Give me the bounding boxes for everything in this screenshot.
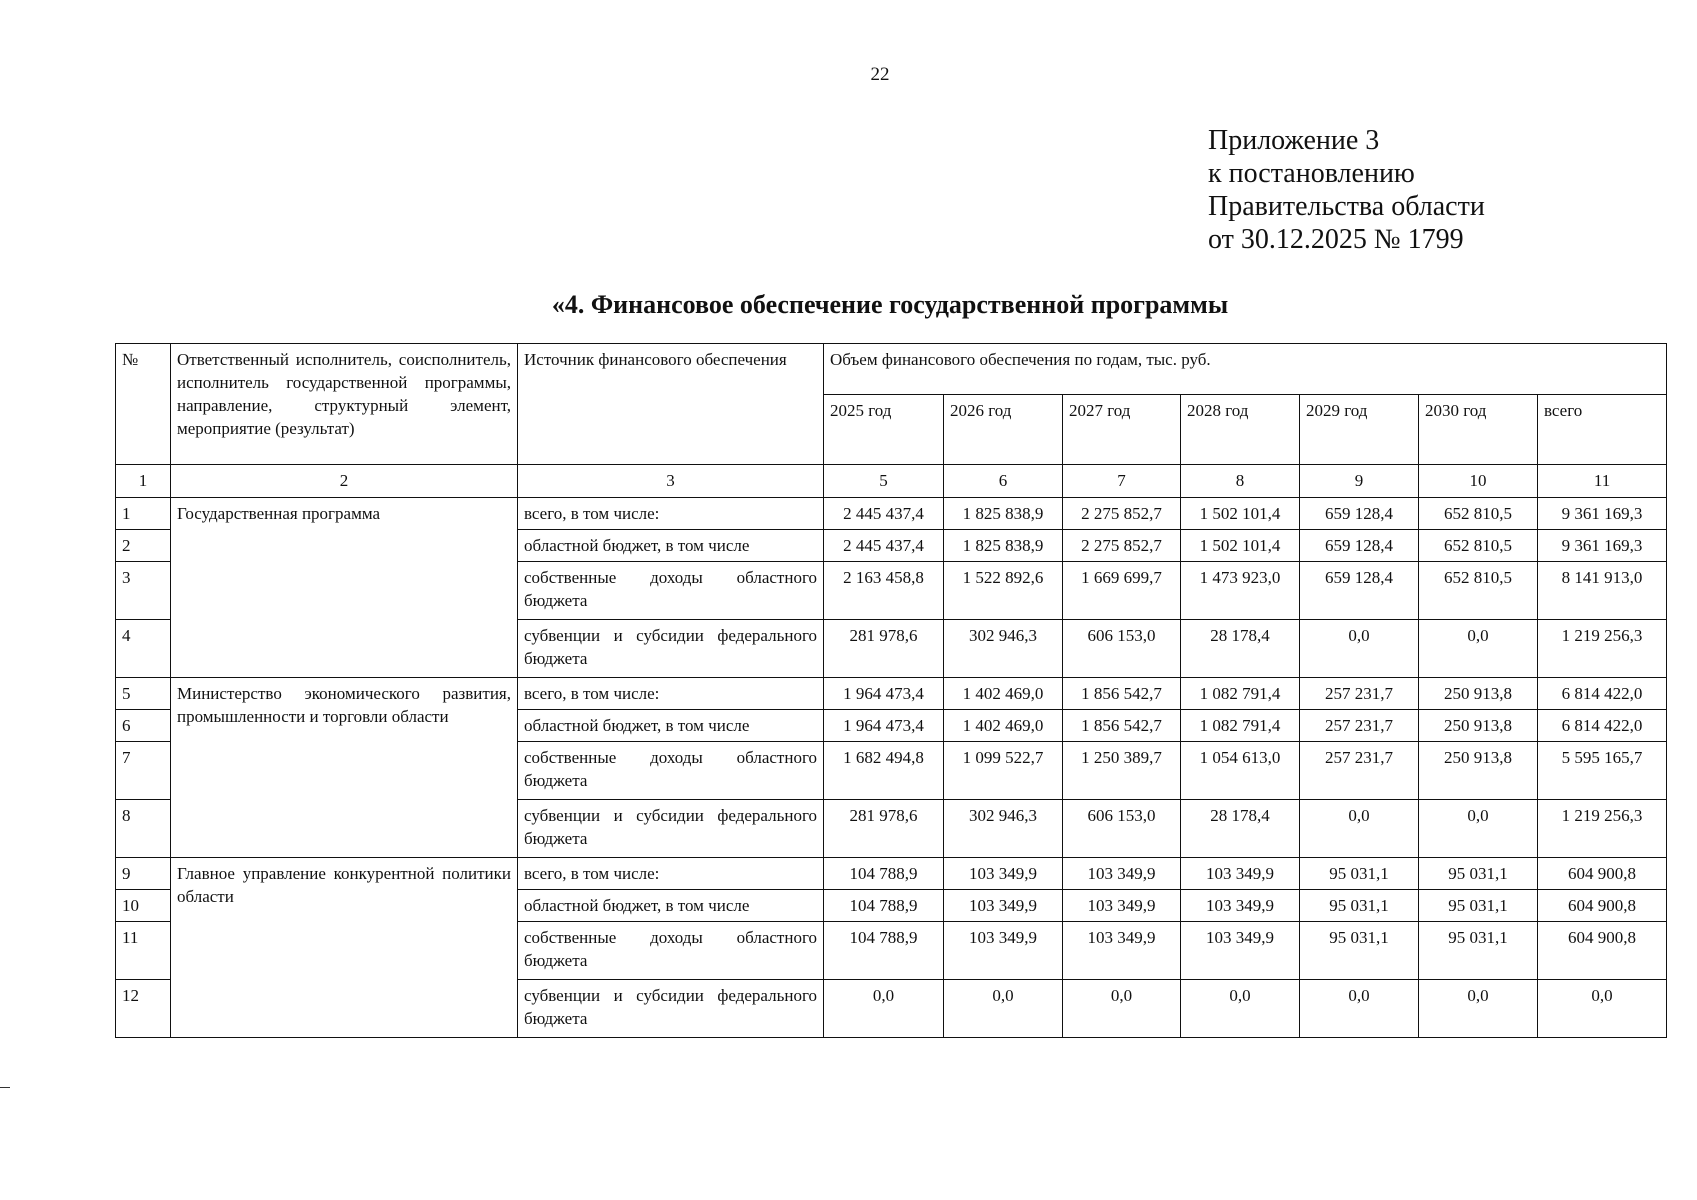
- row-number: 12: [116, 980, 171, 1038]
- source-cell: всего, в том числе:: [518, 858, 824, 890]
- value-cell: 302 946,3: [944, 620, 1063, 678]
- executor-cell: Главное управление конкурентной политики области: [171, 858, 518, 1038]
- value-cell: 250 913,8: [1419, 678, 1538, 710]
- row-number: 1: [116, 498, 171, 530]
- source-cell: субвенции и субсидии федерального бюджета: [518, 980, 824, 1038]
- value-cell: 1 964 473,4: [824, 710, 944, 742]
- value-cell: 0,0: [1300, 800, 1419, 858]
- value-cell: 652 810,5: [1419, 530, 1538, 562]
- source-cell: всего, в том числе:: [518, 678, 824, 710]
- value-cell: 1 669 699,7: [1063, 562, 1181, 620]
- header-executor: Ответственный исполнитель, соисполнитель, исполнитель государственной программы, направление, структурный элемент, мероприятие (результат): [171, 344, 518, 465]
- value-cell: 604 900,8: [1538, 858, 1667, 890]
- header-year-1: 2025 год: [824, 395, 944, 465]
- source-cell: областной бюджет, в том числе: [518, 890, 824, 922]
- appendix-line-3: Правительства области: [1208, 191, 1485, 222]
- header-year-6: 2030 год: [1419, 395, 1538, 465]
- value-cell: 95 031,1: [1300, 922, 1419, 980]
- value-cell: 1 054 613,0: [1181, 742, 1300, 800]
- source-cell: субвенции и субсидии федерального бюджета: [518, 620, 824, 678]
- value-cell: 95 031,1: [1300, 858, 1419, 890]
- column-number: 5: [824, 465, 944, 498]
- value-cell: 0,0: [1300, 620, 1419, 678]
- value-cell: 104 788,9: [824, 890, 944, 922]
- source-cell: субвенции и субсидии федерального бюджета: [518, 800, 824, 858]
- value-cell: 95 031,1: [1419, 890, 1538, 922]
- column-number: 2: [171, 465, 518, 498]
- value-cell: 281 978,6: [824, 800, 944, 858]
- value-cell: 0,0: [1419, 980, 1538, 1038]
- page-number: 22: [870, 64, 890, 85]
- value-cell: 1 825 838,9: [944, 530, 1063, 562]
- value-cell: 2 445 437,4: [824, 530, 944, 562]
- value-cell: 9 361 169,3: [1538, 530, 1667, 562]
- value-cell: 604 900,8: [1538, 922, 1667, 980]
- value-cell: 250 913,8: [1419, 742, 1538, 800]
- column-number: 7: [1063, 465, 1181, 498]
- value-cell: 6 814 422,0: [1538, 678, 1667, 710]
- value-cell: 1 402 469,0: [944, 710, 1063, 742]
- source-cell: областной бюджет, в том числе: [518, 710, 824, 742]
- source-cell: собственные доходы областного бюджета: [518, 742, 824, 800]
- value-cell: 0,0: [1419, 620, 1538, 678]
- column-number: 6: [944, 465, 1063, 498]
- table-header: [116, 344, 1667, 465]
- value-cell: 0,0: [1538, 980, 1667, 1038]
- header-source: Источник финансового обеспечения: [518, 344, 824, 465]
- value-cell: 604 900,8: [1538, 890, 1667, 922]
- value-cell: 1 502 101,4: [1181, 530, 1300, 562]
- row-number: 3: [116, 562, 171, 620]
- value-cell: 606 153,0: [1063, 800, 1181, 858]
- column-number: 9: [1300, 465, 1419, 498]
- value-cell: 1 082 791,4: [1181, 678, 1300, 710]
- value-cell: 1 502 101,4: [1181, 498, 1300, 530]
- header-year-2: 2026 год: [944, 395, 1063, 465]
- appendix-line-2: к постановлению: [1208, 158, 1415, 189]
- value-cell: 103 349,9: [944, 890, 1063, 922]
- column-number: 8: [1181, 465, 1300, 498]
- row-number: 8: [116, 800, 171, 858]
- source-cell: всего, в том числе:: [518, 498, 824, 530]
- source-cell: областной бюджет, в том числе: [518, 530, 824, 562]
- header-volume: Объем финансового обеспечения по годам, тыс. руб.: [824, 344, 1667, 395]
- source-cell: собственные доходы областного бюджета: [518, 922, 824, 980]
- column-number: 10: [1419, 465, 1538, 498]
- value-cell: 1 219 256,3: [1538, 800, 1667, 858]
- value-cell: 1 219 256,3: [1538, 620, 1667, 678]
- table-body: [116, 465, 1667, 1038]
- appendix-line-1: Приложение 3: [1208, 125, 1380, 156]
- value-cell: 28 178,4: [1181, 620, 1300, 678]
- appendix-line-4: от 30.12.2025 № 1799: [1208, 224, 1464, 255]
- value-cell: 1 856 542,7: [1063, 678, 1181, 710]
- value-cell: 659 128,4: [1300, 530, 1419, 562]
- value-cell: 0,0: [1300, 980, 1419, 1038]
- value-cell: 302 946,3: [944, 800, 1063, 858]
- column-number: 11: [1538, 465, 1667, 498]
- value-cell: 5 595 165,7: [1538, 742, 1667, 800]
- value-cell: 1 402 469,0: [944, 678, 1063, 710]
- value-cell: 0,0: [1063, 980, 1181, 1038]
- row-number: 11: [116, 922, 171, 980]
- value-cell: 652 810,5: [1419, 498, 1538, 530]
- value-cell: 1 082 791,4: [1181, 710, 1300, 742]
- row-number: 9: [116, 858, 171, 890]
- value-cell: 103 349,9: [1181, 858, 1300, 890]
- value-cell: 281 978,6: [824, 620, 944, 678]
- value-cell: 95 031,1: [1419, 858, 1538, 890]
- value-cell: 6 814 422,0: [1538, 710, 1667, 742]
- value-cell: 1 825 838,9: [944, 498, 1063, 530]
- row-number: 6: [116, 710, 171, 742]
- value-cell: 2 445 437,4: [824, 498, 944, 530]
- value-cell: 104 788,9: [824, 922, 944, 980]
- header-year-5: 2029 год: [1300, 395, 1419, 465]
- value-cell: 103 349,9: [1063, 858, 1181, 890]
- value-cell: 2 275 852,7: [1063, 530, 1181, 562]
- value-cell: 652 810,5: [1419, 562, 1538, 620]
- value-cell: 1 473 923,0: [1181, 562, 1300, 620]
- value-cell: 0,0: [1419, 800, 1538, 858]
- document-title: «4. Финансовое обеспечение государственной программы: [551, 290, 1229, 319]
- value-cell: 659 128,4: [1300, 562, 1419, 620]
- value-cell: 95 031,1: [1419, 922, 1538, 980]
- value-cell: 1 099 522,7: [944, 742, 1063, 800]
- value-cell: 257 231,7: [1300, 742, 1419, 800]
- header-no: №: [116, 344, 171, 465]
- header-year-4: 2028 год: [1181, 395, 1300, 465]
- financing-table: [115, 343, 1667, 1038]
- row-number: 10: [116, 890, 171, 922]
- value-cell: 28 178,4: [1181, 800, 1300, 858]
- value-cell: 0,0: [1181, 980, 1300, 1038]
- row-number: 2: [116, 530, 171, 562]
- row-number: 7: [116, 742, 171, 800]
- row-number: 5: [116, 678, 171, 710]
- column-numbers-row: [116, 465, 1667, 498]
- value-cell: 103 349,9: [944, 922, 1063, 980]
- value-cell: 103 349,9: [1181, 890, 1300, 922]
- table-row: [116, 678, 1667, 710]
- row-number: 4: [116, 620, 171, 678]
- value-cell: 2 163 458,8: [824, 562, 944, 620]
- value-cell: 1 522 892,6: [944, 562, 1063, 620]
- value-cell: 1 964 473,4: [824, 678, 944, 710]
- table-row: [116, 498, 1667, 530]
- value-cell: 659 128,4: [1300, 498, 1419, 530]
- value-cell: 2 275 852,7: [1063, 498, 1181, 530]
- value-cell: 8 141 913,0: [1538, 562, 1667, 620]
- value-cell: 250 913,8: [1419, 710, 1538, 742]
- header-year-7: всего: [1538, 395, 1667, 465]
- value-cell: 257 231,7: [1300, 678, 1419, 710]
- value-cell: 9 361 169,3: [1538, 498, 1667, 530]
- value-cell: 104 788,9: [824, 858, 944, 890]
- column-number: 1: [116, 465, 171, 498]
- value-cell: 95 031,1: [1300, 890, 1419, 922]
- executor-cell: Министерство экономического развития, промышленности и торговли области: [171, 678, 518, 858]
- value-cell: 1 250 389,7: [1063, 742, 1181, 800]
- value-cell: 0,0: [944, 980, 1063, 1038]
- edge-mark: [0, 1087, 10, 1088]
- value-cell: 103 349,9: [1063, 922, 1181, 980]
- value-cell: 103 349,9: [1063, 890, 1181, 922]
- executor-cell: Государственная программа: [171, 498, 518, 678]
- header-year-3: 2027 год: [1063, 395, 1181, 465]
- source-cell: собственные доходы областного бюджета: [518, 562, 824, 620]
- value-cell: 103 349,9: [1181, 922, 1300, 980]
- column-number: 3: [518, 465, 824, 498]
- table-row: [116, 858, 1667, 890]
- value-cell: 103 349,9: [944, 858, 1063, 890]
- value-cell: 1 682 494,8: [824, 742, 944, 800]
- value-cell: 606 153,0: [1063, 620, 1181, 678]
- value-cell: 1 856 542,7: [1063, 710, 1181, 742]
- value-cell: 257 231,7: [1300, 710, 1419, 742]
- appendix-block: [1208, 124, 1485, 256]
- value-cell: 0,0: [824, 980, 944, 1038]
